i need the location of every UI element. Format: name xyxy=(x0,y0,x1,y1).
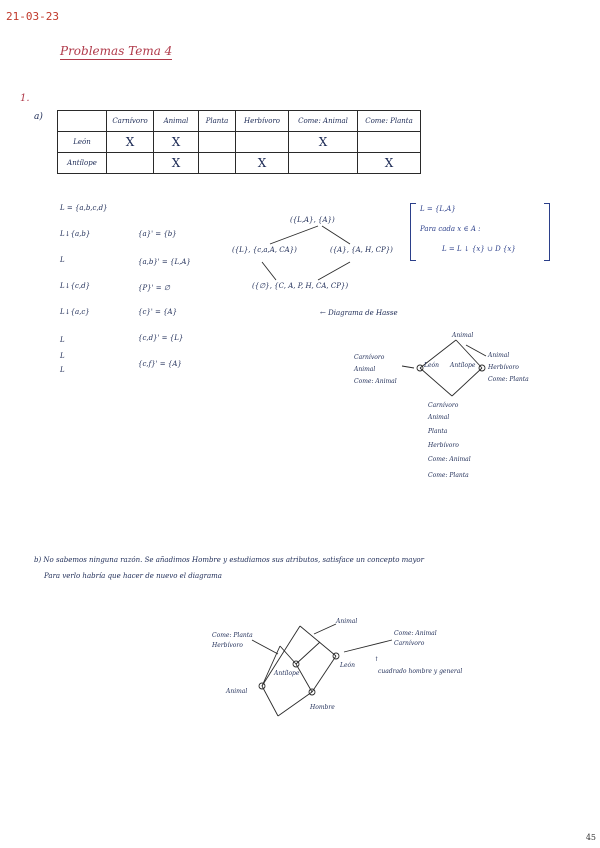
date: 21-03-23 xyxy=(6,10,59,23)
derivation-left: L xyxy=(60,352,65,360)
hasse2-edge xyxy=(262,646,280,686)
boxed-note-line: L = L ↓ {x} ∪ D {x} xyxy=(442,245,516,253)
lattice-edge xyxy=(262,262,276,280)
hasse1-top-label: Animal xyxy=(452,332,474,339)
table-cell: X xyxy=(107,132,154,153)
lattice-left-concept: ({L}, {c,a,A, CA}) xyxy=(232,246,297,254)
hasse1-pointer xyxy=(402,366,414,368)
derivation-left: L xyxy=(60,366,65,374)
page-number: 45 xyxy=(585,833,596,842)
hasse1-right-attr: Come: Planta xyxy=(488,376,529,383)
derivation-right: {a}' = {b} xyxy=(138,230,177,238)
hasse2-note: cuadrado hombre y general xyxy=(378,668,463,675)
hasse2-label: Animal xyxy=(336,618,358,625)
hasse2-label: Herbívoro xyxy=(212,642,243,649)
table-cell: X xyxy=(154,132,199,153)
hasse1-bottom-attr: Come: Planta xyxy=(428,472,469,479)
table-header: Herbívoro xyxy=(236,111,289,132)
derivation-right: {c,f}' = {A} xyxy=(138,360,182,368)
derivation-left: L = {a,b,c,d} xyxy=(60,204,108,212)
hasse1-right-attr: Animal xyxy=(488,352,510,359)
hasse2-pointer xyxy=(314,624,336,634)
derivation-left: L↓{a,b} xyxy=(60,230,91,238)
hasse1-bottom-attr: Carnívoro xyxy=(428,402,459,409)
hasse2-label: Come: Planta xyxy=(212,632,253,639)
hasse2-label: Animal xyxy=(226,688,248,695)
derivation-right: {a,b}' = {L,A} xyxy=(138,258,191,266)
hasse1-left-attr: Carnívoro xyxy=(354,354,385,361)
hasse2-edge xyxy=(300,626,336,656)
boxed-note-line: L = {L,A} xyxy=(420,205,456,213)
hasse2-edge xyxy=(262,626,300,686)
derivation-left: L xyxy=(60,336,65,344)
hasse2-edge xyxy=(312,656,336,692)
hasse1-right-node: Antílope xyxy=(450,362,476,369)
lattice-edge xyxy=(318,262,350,280)
hasse1-right-attr: Herbívoro xyxy=(488,364,519,371)
hasse1-bottom-attr: Planta xyxy=(428,428,448,435)
part-b-line: Para verlo habría que hacer de nuevo el diagrama xyxy=(44,572,222,580)
lattice-bottom-concept: ({∅}, {C, A, P, H, CA, CP}) xyxy=(252,282,349,290)
question-number: 1. xyxy=(20,93,30,104)
row-label: León xyxy=(58,132,107,153)
table-cell: X xyxy=(358,153,421,174)
derivation-left: L↓{c,d} xyxy=(60,282,91,290)
boxed-note-line: Para cada x ∈ A : xyxy=(420,225,481,233)
table-cell: X xyxy=(289,132,358,153)
derivation-left: L↓{a,c} xyxy=(60,308,90,316)
hasse2-pointer xyxy=(252,640,278,654)
hasse1-edge xyxy=(420,368,452,396)
row-label: Antílope xyxy=(58,153,107,174)
table-header: Come: Planta xyxy=(358,111,421,132)
hasse2-label: León xyxy=(340,662,356,669)
hasse1-left-attr: Come: Animal xyxy=(354,378,397,385)
lattice-right-concept: ({A}, {A, H, CP}) xyxy=(330,246,393,254)
derivation-right: {c}' = {A} xyxy=(138,308,178,316)
table-header: Planta xyxy=(199,111,236,132)
table-header: Animal xyxy=(154,111,199,132)
hasse1-bottom-attr: Animal xyxy=(428,414,450,421)
hasse2-label: Come: Animal xyxy=(394,630,437,637)
hasse2-edge xyxy=(296,664,312,692)
hasse2-pointer xyxy=(344,640,392,652)
table-cell: X xyxy=(236,153,289,174)
hasse2-edge xyxy=(280,646,296,664)
hasse2-edge xyxy=(296,642,320,664)
hasse-label: ← Diagrama de Hasse xyxy=(320,309,398,317)
part-a-label: a) xyxy=(34,112,43,122)
part-b-line: b) No sabemos ninguna razón. Se añadimos Hombre y estudiamos sus atributos, satisface un concepto mayor xyxy=(34,556,424,564)
hasse2-edge xyxy=(262,686,278,716)
table-header: Carnívoro xyxy=(107,111,154,132)
lattice-edge xyxy=(322,226,350,244)
hasse1-left-attr: Animal xyxy=(354,366,376,373)
lattice-edge xyxy=(270,226,318,244)
hasse1-bottom-attr: Herbívoro xyxy=(428,442,459,449)
hasse2-label: Hombre xyxy=(310,704,335,711)
hasse1-left-node: León xyxy=(424,362,440,369)
hasse2-label: Carnívoro xyxy=(394,640,425,647)
hasse2-note-mark: ↑ xyxy=(374,656,380,663)
derivation-left: L xyxy=(60,256,65,264)
hasse1-edge xyxy=(452,368,482,396)
hasse2-label: Antílope xyxy=(274,670,300,677)
hasse1-bottom-attr: Come: Animal xyxy=(428,456,471,463)
derivation-right: {c,d}' = {L} xyxy=(138,334,184,342)
page-title: Problemas Tema 4 xyxy=(60,44,173,58)
table-cell: X xyxy=(154,153,199,174)
lattice-top-concept: ({L,A}, {A}) xyxy=(290,216,335,224)
hasse2-edge xyxy=(278,692,312,716)
derivation-right: {P}' = ∅ xyxy=(138,284,170,292)
table-header: Come: Animal xyxy=(289,111,358,132)
